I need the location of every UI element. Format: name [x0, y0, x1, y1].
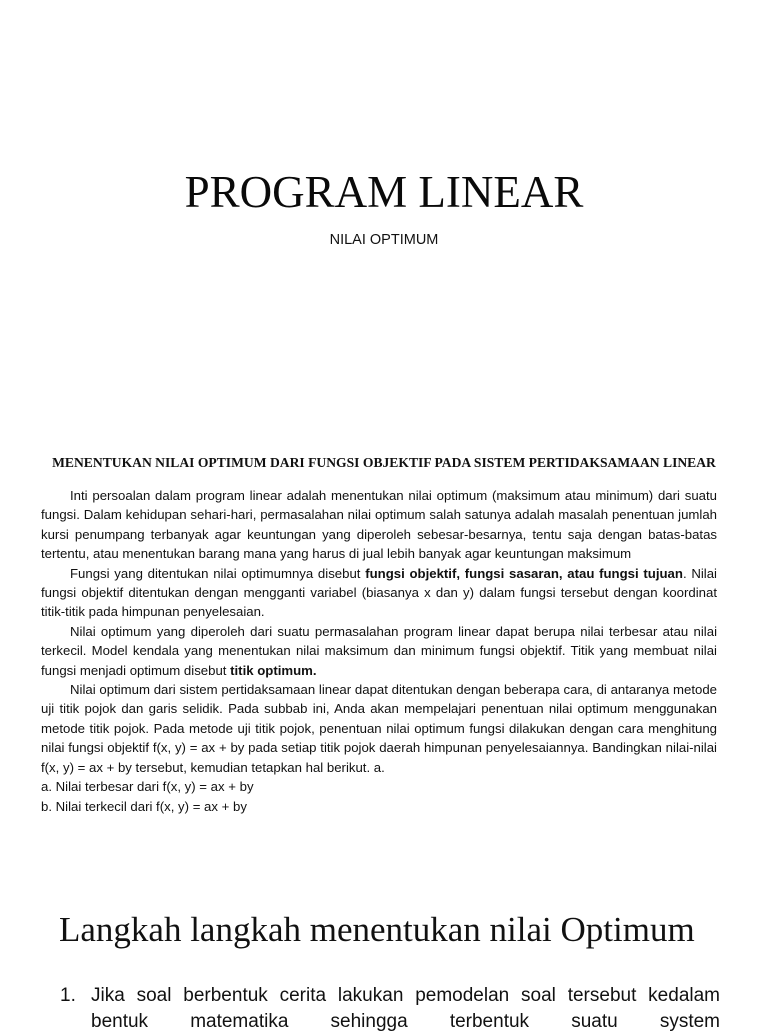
list-item-b: b. Nilai terkecil dari f(x, y) = ax + by: [41, 798, 247, 814]
text-span: Fungsi yang ditentukan nilai optimumnya disebut: [70, 565, 366, 581]
step-number: 1.: [60, 985, 76, 1006]
text-span: Nilai optimum yang diperoleh dari suatu permasalahan program linear dapat berupa nilai terbesar atau nilai terkecil. Model kendala yang menentukan nilai maksimum dan minimum fungsi objektif. Titik yang membuat nilai fungsi menjadi optimum disebut: [41, 623, 717, 678]
step-text: Jika soal berbentuk cerita lakukan pemodelan soal tersebut kedalam bentuk matematika sehingga terbentuk suatu system: [91, 985, 720, 1032]
text-span: . Nilai fungsi objektif ditentukan dengan mengganti variabel (biasanya x dan y) dalam fungsi tersebut dengan koordinat titik-titik pada himpunan penyelesaian.: [41, 565, 717, 620]
paragraph-objective-function: [41, 564, 717, 622]
paragraph-intro: Inti persoalan dalam program linear adalah menentukan nilai optimum (maksimum atau minimum) dari suatu fungsi. Dalam kehidupan sehari-hari, permasalahan nilai optimum salah satunya adalah masalah penentuan jumlah kursi penumpang terbanyak agar keuntungan yang diperoleh sebesar-besarnya, tentu saja dengan batas-batas tertentu, atau menentukan barang mana yang harus di jual lebih banyak agar keuntungan maksimum: [41, 488, 717, 562]
bold-term-optimum-point: titik optimum.: [230, 662, 317, 678]
body-text: [41, 486, 717, 816]
bold-term-objective-function: fungsi objektif, fungsi sasaran, atau fungsi tujuan: [365, 565, 683, 581]
step-item: [60, 983, 720, 1035]
section-heading: MENENTUKAN NILAI OPTIMUM DARI FUNGSI OBJEKTIF PADA SISTEM PERTIDAKSAMAAN LINEAR: [52, 455, 716, 470]
document-subtitle: NILAI OPTIMUM: [329, 232, 439, 248]
paragraph-optimum-point: [41, 622, 717, 680]
list-item-a: a. Nilai terbesar dari f(x, y) = ax + by: [41, 779, 254, 795]
paragraph-corner-point-method: Nilai optimum dari sistem pertidaksamaan linear dapat ditentukan dengan beberapa cara, di antaranya metode uji titik pojok dan garis selidik. Pada subbab ini, Anda akan mempelajari penentuan nilai optimum menggunakan metode titik pojok. Pada metode uji titik pojok, penentuan nilai optimum fungsi dilakukan dengan cara menghitung nilai fungsi objektif f(x, y) = ax + by pada setiap titik pojok daerah himpunan penyelesaiannya. Bandingkan nilai-nilai f(x, y) = ax + by tersebut, kemudian tetapkan hal berikut. a.: [41, 682, 717, 775]
steps-heading: Langkah langkah menentukan nilai Optimum: [59, 910, 695, 949]
document-title: PROGRAM LINEAR: [184, 167, 584, 217]
steps-list: [60, 983, 720, 1035]
